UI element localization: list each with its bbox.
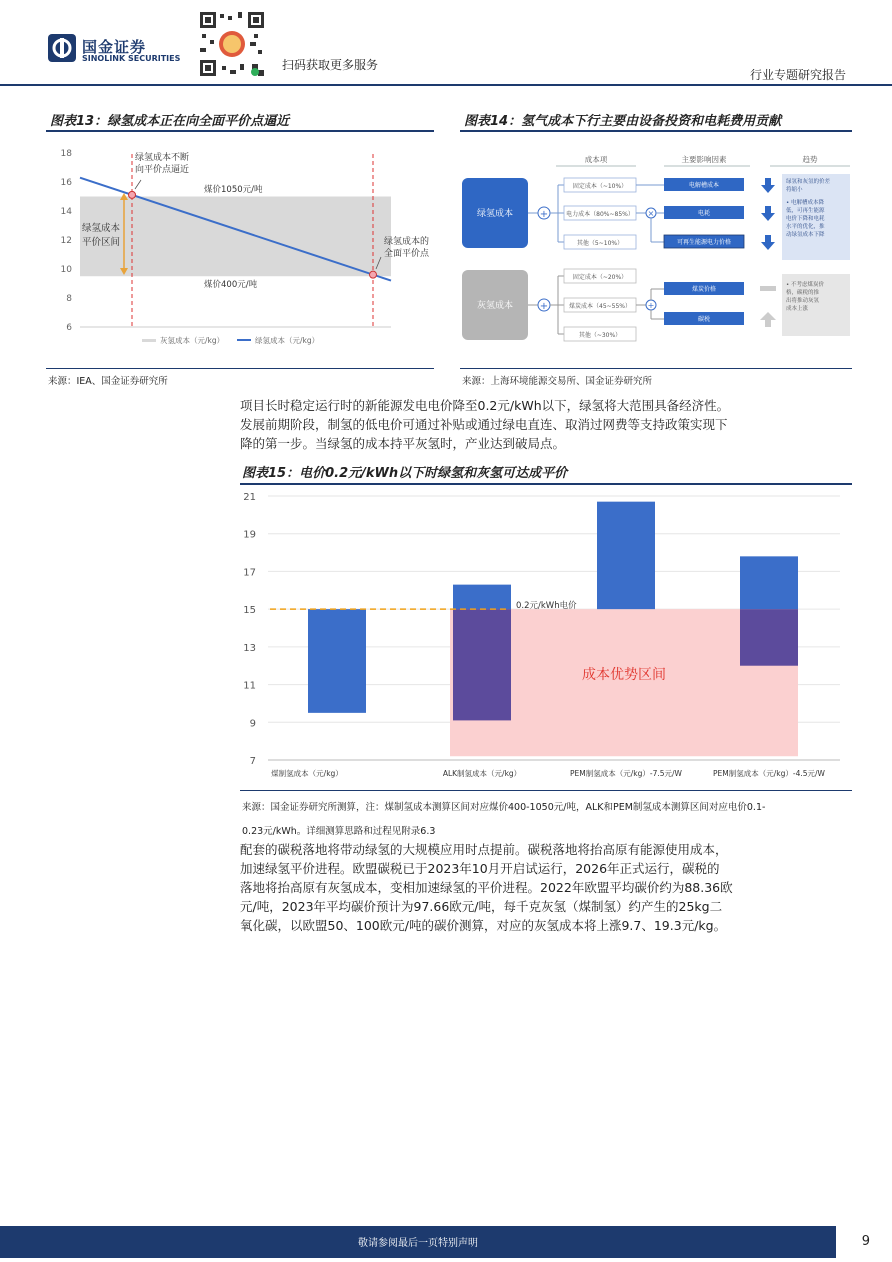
- green-cost-label: 绿氢成本: [476, 209, 514, 219]
- y-tick-label: 19: [243, 529, 256, 541]
- qr-code-icon[interactable]: [196, 8, 268, 80]
- figure-14-top-rule: [460, 130, 852, 132]
- bar-lower-3: [740, 609, 798, 666]
- qr-caption: 扫码获取更多服务: [282, 58, 379, 72]
- y-tick-label: 7: [249, 756, 256, 767]
- footer-notice: 敬请参阅最后一页特别声明: [358, 1238, 478, 1249]
- annotation-left-1: 绿氢成本: [82, 223, 121, 234]
- paragraph-1-line: 发展前期阶段，制氢的低电价可通过补贴或通过绿电直连、取消过网费等支持政策实现下: [240, 417, 728, 432]
- paragraph-2-line: 加速绿氢平价进程。欧盟碳税已于2023年10月开启试运行，2026年正式运行，碳税的: [240, 861, 720, 876]
- figure-14-bottom-rule: [460, 368, 852, 369]
- col-header-cost-item: 成本项: [584, 155, 608, 164]
- trend-up-arrow-icon: [760, 312, 776, 327]
- parity-start-point: [129, 191, 136, 198]
- figure-15-bottom-rule: [240, 790, 852, 791]
- annotation-left-2: 平价区间: [82, 237, 121, 248]
- trend-down-arrows: [761, 178, 775, 250]
- trend-flat-icon: [760, 286, 776, 291]
- grey-item-fixed: 固定成本（~20%）: [572, 274, 628, 281]
- header-divider: [0, 84, 892, 86]
- coal-price-high: 煤价1050元/吨: [204, 185, 263, 195]
- parity-full-point: [370, 271, 377, 278]
- grey-factor-coal-price: 煤炭价格: [691, 286, 717, 293]
- figure-15-source-line: 来源：国金证券研究所测算，注：煤制氢成本测算区间对应煤价400-1050元/吨，ALK和PEM制氢成本测算区间对应电价0.1-: [242, 802, 766, 813]
- figure-13-chart: [46, 138, 434, 360]
- y-tick-label: 21: [243, 492, 256, 503]
- bar-upper-3: [740, 556, 798, 609]
- green-factor-renewable-price: 可再生能源电力价格: [676, 239, 732, 246]
- green-item-other: 其他（5~10%）: [576, 240, 624, 247]
- x-category-label: ALK制氢成本（元/kg）: [442, 769, 522, 778]
- annotation-top-2: 向平价点逼近: [135, 165, 190, 175]
- green-item-fixed: 固定成本（~10%）: [572, 183, 628, 190]
- paragraph-2-line: 元/吨，2023年平均碳价预计为97.66欧元/吨，每千克灰氢（煤制氢）约产生的25kg二: [240, 899, 723, 914]
- trend-grey-text: • 不考虑煤炭价 格，碳税的推 出将推动灰氢 成本上涨: [786, 282, 824, 312]
- figure-15-source-line: 0.23元/kWh。详细测算思路和过程见附录6.3: [242, 826, 436, 837]
- grey-factor-carbon-tax: 碳税: [697, 316, 711, 323]
- figure-13-bottom-rule: [46, 368, 434, 369]
- y-tick-label: 13: [243, 642, 256, 654]
- legend-green-label: 绿氢成本（元/kg）: [255, 336, 320, 345]
- figure-13-title: 图表13：绿氢成本正在向全面平价点逼近: [50, 114, 290, 129]
- annotation-top-1: 绿氢成本不断: [135, 153, 190, 163]
- svg-text:+: +: [647, 301, 655, 310]
- report-type: 行业专题研究报告: [749, 68, 846, 82]
- legend-grey-label: 灰氢成本（元/kg）: [160, 336, 225, 345]
- y-tick-label: 15: [243, 605, 256, 617]
- paragraph-2-line: 氧化碳，以欧盟50、100欧元/吨的碳价测算，对应的灰氢成本将上涨9.7、19.3元/kg。: [240, 918, 727, 933]
- brand-name-cn: 国金证券: [82, 38, 147, 56]
- svg-text:+: +: [539, 301, 549, 312]
- col-header-trend: 趋势: [802, 155, 818, 164]
- svg-text:×: ×: [647, 209, 655, 218]
- grey-cost-label: 灰氢成本: [476, 301, 514, 311]
- x-category-label: PEM制氢成本（元/kg）-7.5元/W: [570, 769, 682, 778]
- svg-text:+: +: [539, 209, 549, 220]
- figure-14-diagram: [460, 152, 852, 342]
- y-tick-label: 6: [66, 323, 72, 333]
- y-tick-label: 16: [60, 178, 72, 188]
- green-factor-electrolyzer: 电解槽成本: [688, 182, 720, 189]
- figure-15-source: [242, 796, 858, 844]
- price-line-label: 0.2元/kWh电价: [516, 601, 577, 612]
- green-item-power: 电力成本（80%~85%）: [566, 211, 634, 218]
- green-factor-consumption: 电耗: [697, 210, 711, 217]
- grey-item-other: 其他（~30%）: [578, 332, 622, 339]
- grey-item-coal: 煤炭成本（45~55%）: [569, 303, 631, 310]
- coal-price-low: 煤价400元/吨: [204, 280, 258, 290]
- trend-green-text: 绿氢和灰氢的价差 将缩小 • 电解槽成本降 低，可再生能源 电价下降和电耗 水平的优化，推 动绿氢成本下降: [786, 179, 831, 238]
- y-tick-label: 10: [60, 265, 72, 275]
- paragraph-1: [240, 396, 860, 453]
- bar-upper-2: [597, 502, 655, 609]
- paragraph-1-line: 项目长时稳定运行时的新能源发电电价降至0.2元/kWh以下，绿氢将大范围具备经济性。: [240, 398, 730, 413]
- legend-green-swatch: [237, 339, 251, 341]
- paragraph-2-line: 落地将抬高原有灰氢成本，变相加速绿氢的平价进程。2022年欧盟平均碳价约为88.36欧: [240, 880, 733, 895]
- figure-13-source: 来源：IEA、国金证券研究所: [48, 376, 168, 387]
- page-number: 9: [861, 1234, 870, 1249]
- annotation-right-2: 全面平价点: [384, 249, 430, 259]
- figure-13-top-rule: [46, 130, 434, 132]
- bar-lower-1: [453, 609, 511, 720]
- bar-coal: [308, 609, 366, 713]
- y-tick-label: 17: [243, 567, 256, 579]
- bar-upper-1: [453, 585, 511, 610]
- paragraph-1-line: 降的第一步。当绿氢的成本持平灰氢时，产业达到破局点。: [240, 436, 566, 451]
- figure-15-top-rule: [240, 483, 852, 485]
- company-logo-icon: [48, 34, 76, 62]
- y-tick-label: 9: [249, 718, 256, 730]
- legend-grey-swatch: [142, 339, 156, 342]
- x-category-label: PEM制氢成本（元/kg）-4.5元/W: [713, 769, 825, 778]
- paragraph-2: [240, 840, 860, 935]
- figure-15-chart: [240, 486, 852, 786]
- figure-14-source: 来源：上海环境能源交易所、国金证券研究所: [462, 376, 653, 387]
- x-category-label: 煤制氢成本（元/kg）: [271, 769, 343, 778]
- advantage-zone-label: 成本优势区间: [582, 667, 666, 683]
- figure-15-title: 图表15：电价0.2元/kWh以下时绿氢和灰氢可达成平价: [242, 466, 568, 481]
- y-tick-label: 8: [66, 294, 72, 304]
- annotation-right-1: 绿氢成本的: [384, 237, 430, 247]
- y-tick-label: 11: [243, 680, 256, 692]
- y-tick-label: 14: [60, 207, 72, 217]
- brand-name-en: SINOLINK SECURITIES: [82, 54, 181, 63]
- y-tick-label: 12: [60, 236, 72, 246]
- figure-14-title: 图表14：氢气成本下行主要由设备投资和电耗费用贡献: [464, 114, 782, 129]
- col-header-factors: 主要影响因素: [681, 155, 727, 164]
- paragraph-2-line: 配套的碳税落地将带动绿氢的大规模应用时点提前。碳税落地将抬高原有能源使用成本，: [240, 842, 728, 857]
- y-tick-label: 18: [60, 149, 72, 159]
